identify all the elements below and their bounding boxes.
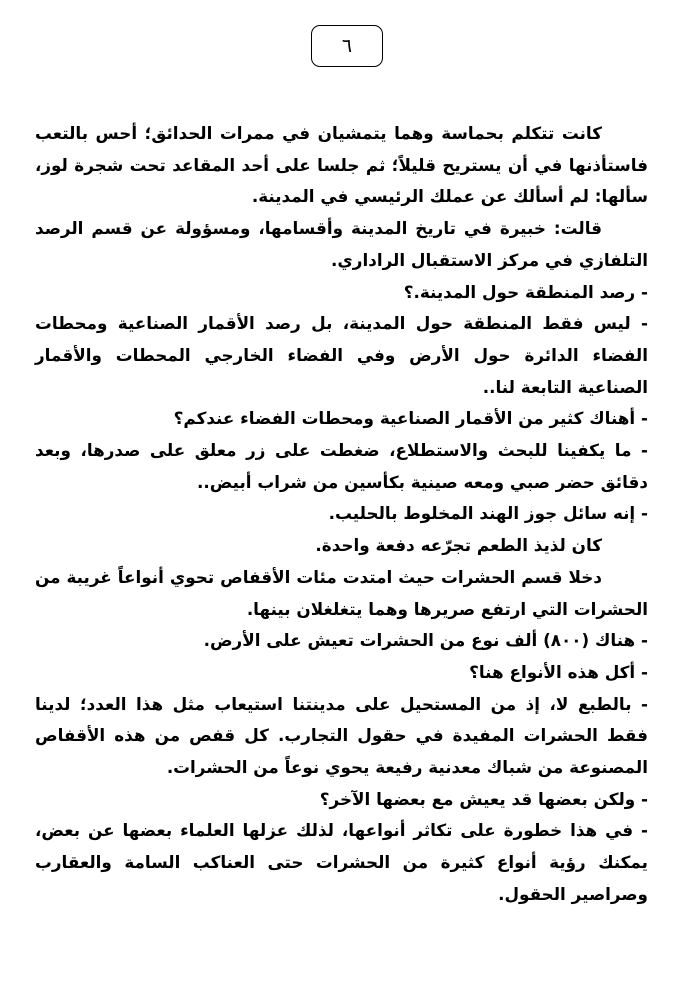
- page-number: ٦: [311, 25, 383, 67]
- paragraph-dialogue: - ما يكفينا للبحث والاستطلاع، ضغطت على زر معلق على صدرها، وبعد دقائق حضر صبي ومعه صينية بكأسين من شراب أبيض..: [35, 440, 648, 492]
- paragraph-narration: قالت: خبيرة في تاريخ المدينة وأقسامها، ومسؤولة عن قسم الرصد التلفازي في مركز الاستقبال الراداري.: [35, 218, 648, 270]
- paragraph-dialogue: - ليس فقط المنطقة حول المدينة، بل رصد الأقمار الصناعية ومحطات الفضاء الدائرة حول الأرض وفي الفضاء الخارجي المحطات والأقمار الصناعية التابعة لنا..: [35, 313, 648, 397]
- paragraph-dialogue: - بالطبع لا، إذ من المستحيل على مدينتنا استيعاب مثل هذا العدد؛ لدينا فقط الحشرات المفيدة في حقول التجارب. كل قفص من هذه الأقفاص المصنوعة من شباك معدنية رفيعة يحوي نوعاً من الحشرات.: [35, 693, 648, 778]
- paragraph-dialogue: - هناك (٨٠٠) ألف نوع من الحشرات تعيش على الأرض.: [203, 630, 648, 651]
- paragraph-dialogue: - رصد المنطقة حول المدينة.؟: [403, 281, 648, 302]
- paragraph-dialogue: - أهناك كثير من الأقمار الصناعية ومحطات الفضاء عندكم؟: [173, 408, 648, 429]
- paragraph-dialogue: - إنه سائل جوز الهند المخلوط بالحليب.: [328, 503, 648, 524]
- paragraph-dialogue: - في هذا خطورة على تكاثر أنواعها، لذلك عزلها العلماء بعضها عن بعض، يمكنك رؤية أنواع كثيرة من الحشرات حتى العناكب السامة والعقارب وصراصير الحقول.: [35, 820, 648, 904]
- paragraph-dialogue: - أكل هذه الأنواع هنا؟: [469, 661, 648, 682]
- paragraph-narration: كان لذيذ الطعم تجرّعه دفعة واحدة.: [315, 535, 602, 556]
- body-text: [35, 118, 648, 911]
- paragraph-narration: كانت تتكلم بحماسة وهما يتمشيان في ممرات الحدائق؛ أحس بالتعب فاستأذنها في أن يستريح قليلاً؛ ثم جلسا على أحد المقاعد تحت شجرة لوز، سألها: لم أسألك عن عملك الرئيسي في المدينة.: [35, 123, 648, 207]
- paragraph-narration: دخلا قسم الحشرات حيث امتدت مئات الأقفاص تحوي أنواعاً غريبة من الحشرات التي ارتفع صريرها وهما يتغلغلان بينها.: [35, 566, 648, 619]
- paragraph-dialogue: - ولكن بعضها قد يعيش مع بعضها الآخر؟: [319, 788, 648, 809]
